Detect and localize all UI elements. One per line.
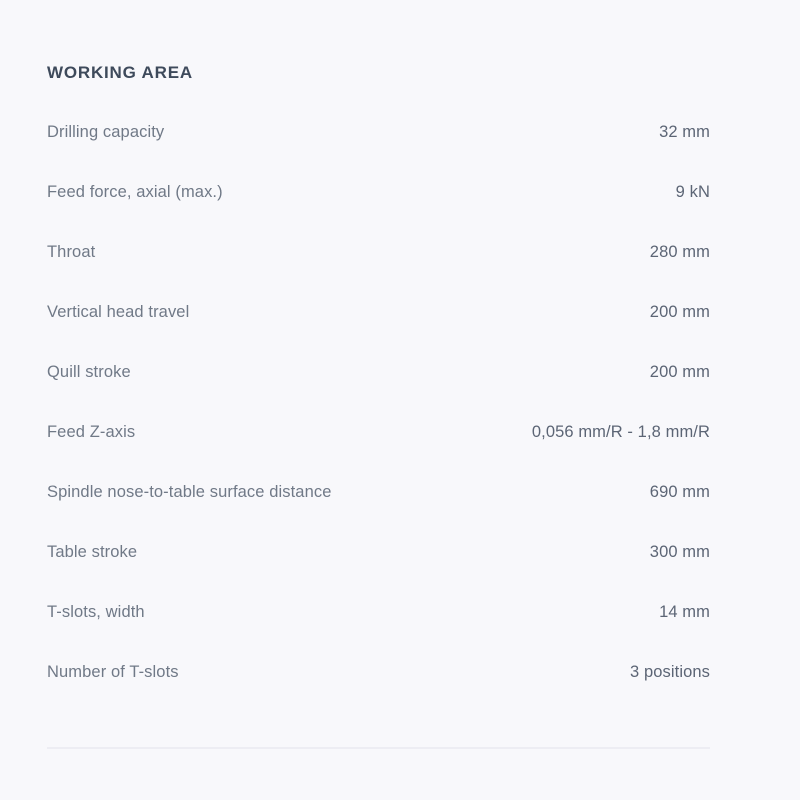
spec-value: 690 mm — [649, 482, 710, 501]
spec-row-table-stroke — [47, 522, 710, 582]
spec-table — [47, 102, 710, 702]
spec-row-drilling-capacity — [47, 102, 710, 162]
spec-row-spindle-nose-distance — [47, 462, 710, 522]
spec-label: Drilling capacity — [47, 122, 165, 141]
spec-value: 0,056 mm/R - 1,8 mm/R — [531, 422, 710, 441]
spec-row-throat — [47, 222, 710, 282]
spec-label: Spindle nose-to-table surface distance — [47, 482, 332, 501]
spec-label: Quill stroke — [47, 362, 131, 381]
spec-label: Feed Z-axis — [47, 422, 136, 441]
spec-label: Vertical head travel — [47, 302, 190, 321]
spec-row-t-slot-width — [47, 582, 710, 642]
spec-label: Number of T-slots — [47, 662, 179, 681]
spec-value: 280 mm — [649, 242, 710, 261]
spec-label: Feed force, axial (max.) — [47, 182, 223, 201]
spec-value: 3 positions — [630, 662, 710, 681]
spec-label: Table stroke — [47, 542, 138, 561]
spec-row-t-slot-count — [47, 642, 710, 702]
spec-value: 14 mm — [659, 602, 710, 621]
spec-row-feed-z-axis — [47, 402, 710, 462]
spec-label: Throat — [47, 242, 96, 261]
spec-label: T-slots, width — [47, 602, 145, 621]
spec-row-feed-force — [47, 162, 710, 222]
spec-value: 9 kN — [675, 182, 710, 201]
spec-value: 300 mm — [649, 542, 710, 561]
spec-value: 200 mm — [649, 362, 710, 381]
spec-row-quill-stroke — [47, 342, 710, 402]
spec-row-vertical-head-travel — [47, 282, 710, 342]
spec-value: 200 mm — [649, 302, 710, 321]
section-title: WORKING AREA — [47, 63, 193, 82]
bottom-divider — [47, 747, 710, 749]
spec-value: 32 mm — [659, 122, 710, 141]
